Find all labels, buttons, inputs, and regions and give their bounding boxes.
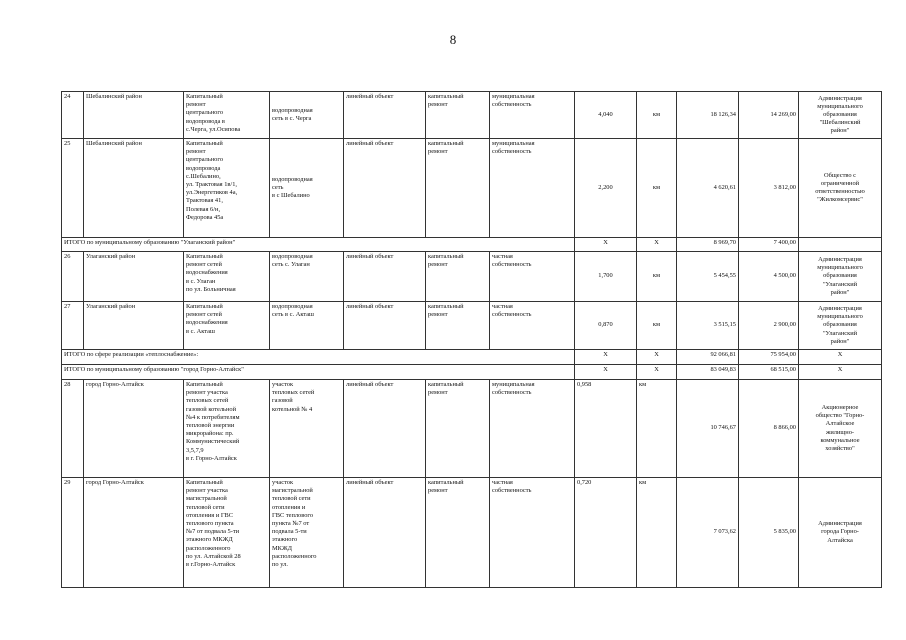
owner-cell: Общество с ограниченной ответственностью "Жилкомсервис" [799,139,882,238]
work-description-cell: Капитальный ремонт центрального водопровода в с.Черга, ул.Осипова [184,92,270,139]
object-type-cell: линейный объект [344,380,426,478]
ownership-cell: частная собственность [490,302,575,350]
owner-cell: Администрация города Горно- Алтайска [799,478,882,588]
row-number: 29 [62,478,84,588]
unit-cell: км [637,92,677,139]
work-description-cell: Капитальный ремонт сетей водоснабжения в с. Акташ [184,302,270,350]
unit-cell: км [637,302,677,350]
work-description-cell: Капитальный ремонт центрального водопровода с.Шебалино, ул. Трактовая 1в/1, ул.Энергетиков 4а, Трактовая 41, Полевая 6/н, Федорова 45а [184,139,270,238]
work-description-cell: Капитальный ремонт сетей водоснабжения в с. Улаган по ул. Больничная [184,252,270,302]
owner-cell: Акционерное общество "Горно- Алтайское жилищно- коммунальное хозяйство" [799,380,882,478]
repair-type-cell: капитальный ремонт [426,302,490,350]
object-cell: водопроводная сеть с. Улаган [270,252,344,302]
length-cell: 1,700 [575,252,637,302]
total-cost-cell: 18 126,34 [677,92,739,139]
table-row [62,252,882,302]
total-row [62,238,882,252]
row-number: 24 [62,92,84,139]
total-cost-cell: 7 073,62 [677,478,739,588]
object-type-cell: линейный объект [344,302,426,350]
table-row [62,478,882,588]
table-row [62,380,882,478]
length-cell: 0,870 [575,302,637,350]
district-cell: Улаганский район [84,302,184,350]
row-number: 28 [62,380,84,478]
limit-cost-cell: 2 900,00 [739,302,799,350]
total-label: ИТОГО по муниципальному образованию "город Горно-Алтайск" [62,365,575,380]
limit-cost-cell: 7 400,00 [739,238,799,252]
row-number: 27 [62,302,84,350]
row-number: 25 [62,139,84,238]
unit-cell: км [637,478,677,588]
district-cell: Улаганский район [84,252,184,302]
unit-cell: км [637,380,677,478]
row-number: 26 [62,252,84,302]
total-cost-cell: 10 746,67 [677,380,739,478]
table-row [62,92,882,139]
repair-type-cell: капитальный ремонт [426,139,490,238]
repair-type-cell: капитальный ремонт [426,380,490,478]
total-label: ИТОГО по сфере реализации «теплоснабжение»: [62,350,575,365]
page-number: 8 [449,32,457,47]
capital-repair-table [61,91,882,588]
owner-cell: X [799,365,882,380]
district-cell: город Горно-Алтайск [84,380,184,478]
table-row [62,139,882,238]
limit-cost-cell: 5 835,00 [739,478,799,588]
district-cell: Шебалинский район [84,139,184,238]
limit-cost-cell: 8 866,00 [739,380,799,478]
repair-type-cell: капитальный ремонт [426,478,490,588]
total-cost-cell: 4 620,61 [677,139,739,238]
limit-cost-cell: 4 500,00 [739,252,799,302]
total-cost-cell: 5 454,55 [677,252,739,302]
owner-cell: Администрация муниципального образования "Улаганский район" [799,302,882,350]
object-type-cell: линейный объект [344,139,426,238]
object-type-cell: линейный объект [344,252,426,302]
ownership-cell: муниципальная собственность [490,380,575,478]
district-cell: Шебалинский район [84,92,184,139]
total-row [62,365,882,380]
unit-cell: км [637,252,677,302]
object-type-cell: линейный объект [344,478,426,588]
ownership-cell: муниципальная собственность [490,92,575,139]
object-cell: водопроводная сеть в с. Акташ [270,302,344,350]
limit-cost-cell: 3 812,00 [739,139,799,238]
ownership-cell: муниципальная собственность [490,139,575,238]
unit-cell: X [637,365,677,380]
owner-cell: X [799,350,882,365]
total-cost-cell: 83 049,83 [677,365,739,380]
owner-cell: Администрация муниципального образования "Улаганский район" [799,252,882,302]
length-cell: 0,720 [575,478,637,588]
length-cell: 0,958 [575,380,637,478]
total-row [62,350,882,365]
owner-cell [799,238,882,252]
length-cell: X [575,350,637,365]
limit-cost-cell: 68 515,00 [739,365,799,380]
unit-cell: км [637,139,677,238]
total-cost-cell: 3 515,15 [677,302,739,350]
table-row [62,302,882,350]
work-description-cell: Капитальный ремонт участка тепловых сетей газовой котельной №4 к потребителям тепловой энергии микрорайона: пр. Коммунистический 3,5,7,9 в г. Горно-Алтайск [184,380,270,478]
object-cell: водопроводная сеть в с Шебалино [270,139,344,238]
length-cell: X [575,238,637,252]
limit-cost-cell: 75 954,00 [739,350,799,365]
repair-type-cell: капитальный ремонт [426,92,490,139]
work-description-cell: Капитальный ремонт участка магистральной тепловой сети отопления и ГВС теплового пункта №7 от подвала 5-ти этажного МКЖД расположенного по ул. Алтайской 28 в г.Горно-Алтайск [184,478,270,588]
object-cell: участок тепловых сетей газовой котельной № 4 [270,380,344,478]
unit-cell: X [637,350,677,365]
district-cell: город Горно-Алтайск [84,478,184,588]
object-cell: участок магистральной тепловой сети отопления и ГВС теплового пункта №7 от подвала 5-ти этажного МКЖД расположенного по ул. [270,478,344,588]
owner-cell: Администрация муниципального образования "Шебалинский район" [799,92,882,139]
length-cell: 2,200 [575,139,637,238]
ownership-cell: частная собственность [490,252,575,302]
ownership-cell: частная собственность [490,478,575,588]
object-type-cell: линейный объект [344,92,426,139]
length-cell: 4,040 [575,92,637,139]
total-label: ИТОГО по муниципальному образованию "Улаганский район" [62,238,575,252]
total-cost-cell: 92 066,81 [677,350,739,365]
unit-cell: X [637,238,677,252]
object-cell: водопроводная сеть в с. Черга [270,92,344,139]
limit-cost-cell: 14 269,00 [739,92,799,139]
total-cost-cell: 8 969,70 [677,238,739,252]
length-cell: X [575,365,637,380]
repair-type-cell: капитальный ремонт [426,252,490,302]
